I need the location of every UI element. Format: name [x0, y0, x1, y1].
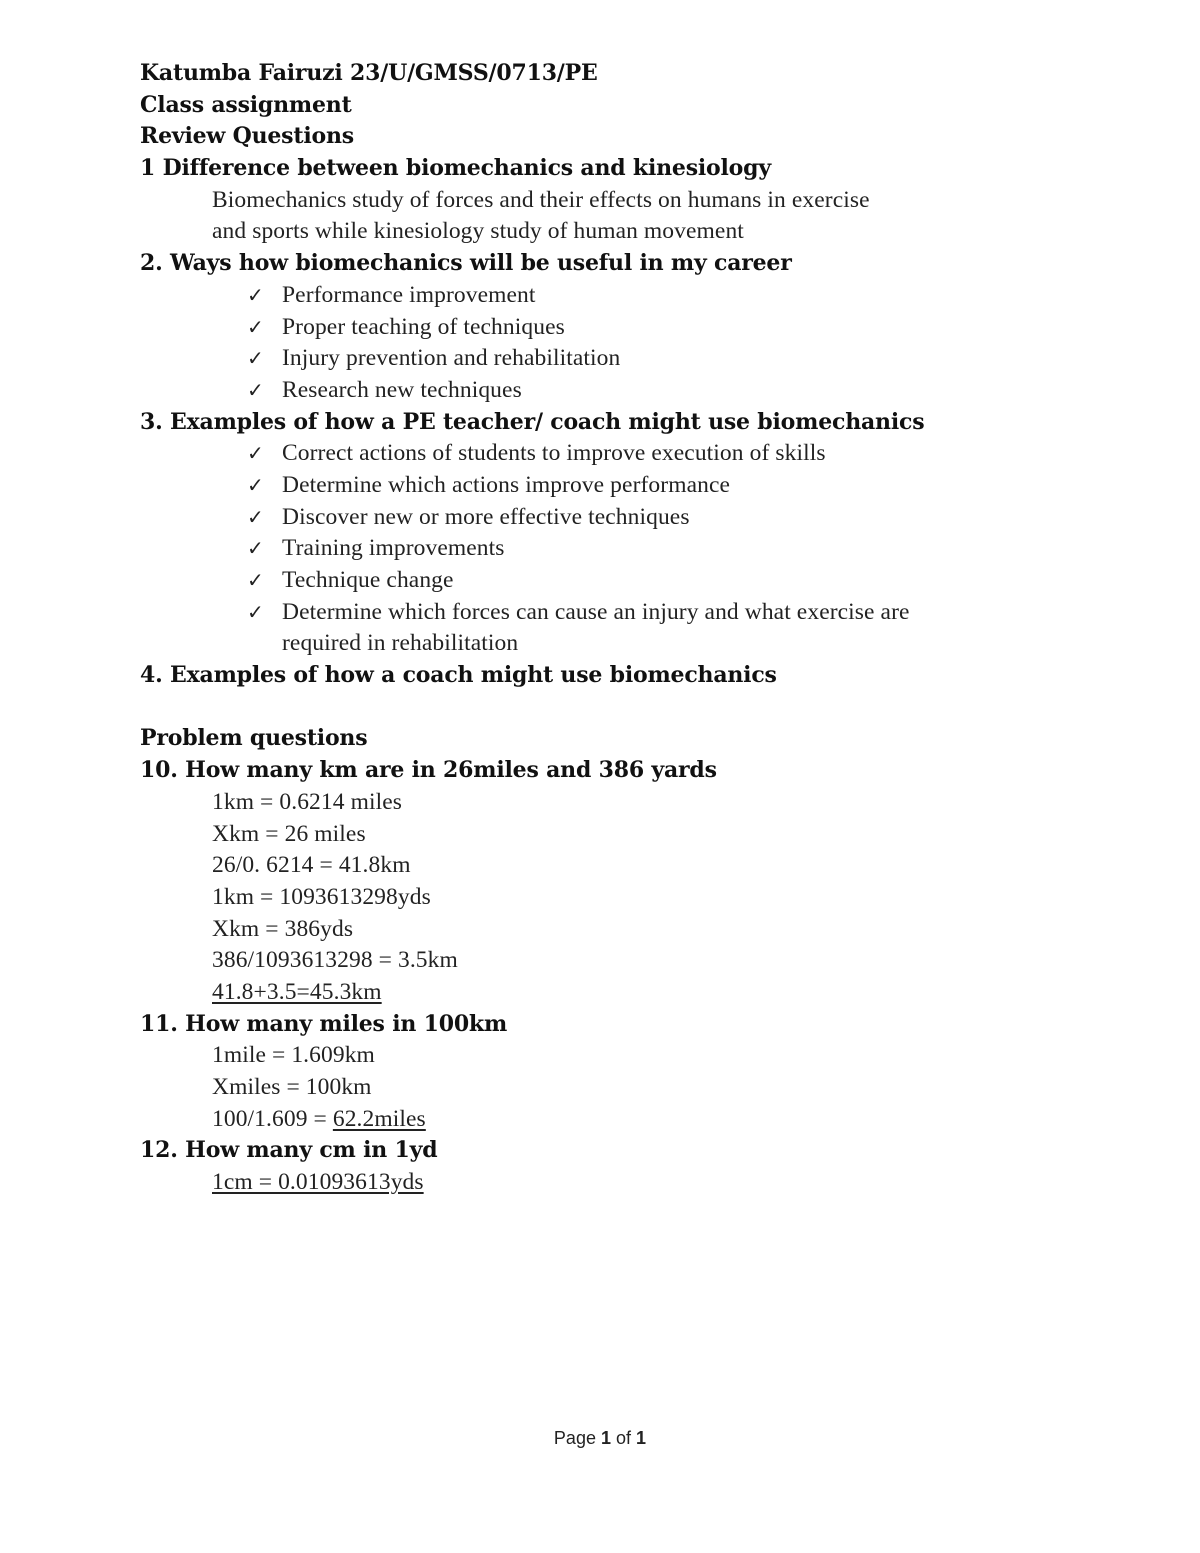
result-underlined: 62.2miles: [332, 1105, 426, 1132]
page-total: 1: [636, 1428, 647, 1448]
list-item-text: Determine which forces can cause an injury and what exercise are: [282, 598, 910, 625]
list-item-text: Discover new or more effective techniques: [282, 503, 690, 530]
list-item: [140, 597, 1100, 629]
list-item: [140, 502, 1100, 534]
of-word: of: [616, 1428, 632, 1448]
check-mark-icon: ✓: [247, 441, 264, 466]
list-item: [140, 375, 1100, 407]
check-mark-icon: ✓: [247, 472, 264, 497]
calc-line: 26/0. 6214 = 41.8km: [212, 852, 411, 879]
list-item-continuation: required in rehabilitation: [282, 630, 519, 657]
list-item-text: Determine which actions improve performance: [282, 471, 731, 498]
list-item: [140, 312, 1100, 344]
check-mark-icon: ✓: [247, 314, 264, 339]
page-word: Page: [553, 1428, 596, 1448]
check-mark-icon: ✓: [247, 346, 264, 371]
q4-heading: 4. Examples of how a coach might use biomechanics: [140, 662, 777, 689]
q10-heading: 10. How many km are in 26miles and 386 yards: [140, 757, 717, 784]
document-body: [140, 58, 1100, 1199]
calc-line: Xmiles = 100km: [212, 1074, 372, 1100]
blank-line: [140, 692, 1100, 724]
page-number: 1: [600, 1428, 611, 1448]
review-questions-heading: Review Questions: [140, 123, 354, 150]
student-name-line: Katumba Fairuzi 23/U/GMSS/0713/PE: [140, 60, 598, 86]
q1-heading: 1 Difference between biomechanics and kinesiology: [140, 155, 771, 182]
q1-answer-line: and sports while kinesiology study of human movement: [212, 218, 744, 245]
assignment-title: Class assignment: [140, 91, 352, 118]
calc-line: 1mile = 1.609km: [212, 1042, 375, 1069]
q1-answer-line: Biomechanics study of forces and their effects on humans in exercise: [212, 186, 870, 213]
calc-line: Xkm = 386yds: [212, 915, 354, 942]
list-item-text: Injury prevention and rehabilitation: [282, 345, 621, 372]
calc-prefix: 100/1.609 =: [212, 1105, 333, 1132]
q10-result: [140, 977, 1100, 1009]
check-mark-icon: ✓: [247, 282, 264, 307]
list-item-text: Proper teaching of techniques: [282, 313, 565, 340]
list-item-text: Correct actions of students to improve execution of skills: [282, 440, 826, 467]
check-mark-icon: ✓: [247, 599, 264, 624]
result-underlined: 1cm = 0.01093613yds: [212, 1169, 424, 1196]
result-underlined: 41.8+3.5=45.3km: [212, 978, 382, 1005]
q12-result: [140, 1167, 1100, 1199]
list-item: [140, 343, 1100, 375]
q3-heading: 3. Examples of how a PE teacher/ coach might use biomechanics: [140, 408, 925, 435]
check-mark-icon: ✓: [247, 504, 264, 529]
list-item-text: Training improvements: [282, 535, 505, 562]
list-item: [140, 565, 1100, 597]
calc-line: 386/1093613298 = 3.5km: [212, 947, 458, 974]
list-item: [140, 533, 1100, 565]
calc-line: Xkm = 26 miles: [212, 820, 366, 847]
q11-heading: 11. How many miles in 100km: [140, 1010, 508, 1037]
list-item: [140, 470, 1100, 502]
check-mark-icon: ✓: [247, 377, 264, 402]
calc-line: 1km = 1093613298yds: [212, 883, 431, 910]
check-mark-icon: ✓: [247, 568, 264, 592]
list-item: [140, 280, 1100, 312]
list-item-text: Technique change: [282, 567, 454, 593]
q11-result-line: [140, 1104, 1100, 1136]
q2-heading: 2. Ways how biomechanics will be useful in my career: [140, 250, 792, 277]
list-item-text: Performance improvement: [282, 281, 536, 308]
q12-heading: 12. How many cm in 1yd: [140, 1137, 438, 1164]
calc-line: 1km = 0.6214 miles: [212, 788, 402, 815]
check-mark-icon: ✓: [247, 536, 264, 561]
list-item: [140, 438, 1100, 470]
page-footer: [0, 1428, 1200, 1449]
problem-questions-heading: Problem questions: [140, 725, 368, 752]
list-item-text: Research new techniques: [282, 376, 522, 403]
